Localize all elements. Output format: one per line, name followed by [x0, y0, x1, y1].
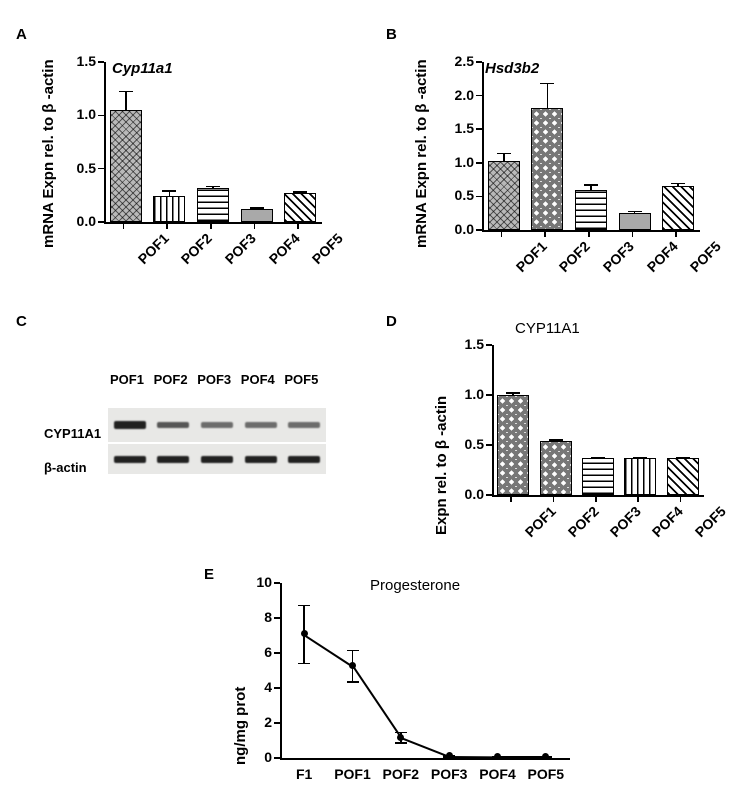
error-bar-cap [298, 605, 310, 607]
error-bar-cap [347, 650, 359, 652]
y-tick [274, 617, 280, 619]
bar [497, 395, 529, 495]
panel-letter-a: A [16, 26, 27, 43]
y-tick [274, 652, 280, 654]
error-bar-cap [549, 439, 563, 441]
bar [241, 209, 273, 222]
chart-d-title: CYP11A1 [515, 320, 580, 337]
chart-panel-a [0, 0, 380, 290]
panel-letter-c: C [16, 313, 27, 330]
bar [582, 458, 614, 495]
x-tick-label: POF2 [382, 766, 420, 782]
y-tick-label: 1.0 [76, 106, 96, 123]
blot-lane-label: POF4 [240, 372, 275, 387]
x-tick-label: POF5 [527, 766, 565, 782]
x-tick [123, 223, 125, 229]
x-tick-label: POF4 [643, 238, 681, 276]
bar [540, 441, 572, 495]
y-tick [486, 494, 492, 496]
x-tick-label: POF2 [564, 503, 602, 541]
x-axis [280, 758, 570, 760]
x-tick-label: POF5 [308, 230, 347, 268]
blot-lane-label: POF2 [153, 372, 188, 387]
x-tick [297, 223, 299, 229]
y-tick [98, 221, 104, 223]
x-tick [675, 231, 677, 237]
blot-band [157, 456, 189, 463]
error-bar-cap [591, 457, 605, 459]
panel-letter-e: E [204, 566, 215, 583]
y-tick [486, 344, 492, 346]
blot-band [288, 456, 320, 463]
x-tick-label: POF1 [521, 503, 560, 541]
line-segment [352, 666, 402, 739]
y-tick-label: 4 [264, 679, 272, 695]
x-tick-label: POF3 [599, 238, 637, 276]
chart-d-ylabel: Expn rel. to β -actin [433, 395, 450, 535]
y-tick-label: 2.0 [454, 86, 474, 103]
y-axis [482, 62, 484, 231]
chart-e-title: Progesterone [370, 577, 461, 594]
blot-band [114, 421, 146, 429]
y-tick [476, 162, 482, 164]
error-bar-cap [633, 457, 647, 459]
blot-band [201, 422, 233, 427]
x-axis [104, 222, 322, 224]
y-tick-label: 1.5 [464, 336, 484, 352]
y-tick-label: 0.5 [464, 436, 484, 452]
y-tick [476, 196, 482, 198]
error-bar-cap [628, 211, 642, 213]
x-tick [637, 496, 639, 502]
y-tick [476, 95, 482, 97]
chart-panel-d [380, 300, 750, 560]
y-axis [104, 62, 106, 223]
x-tick-label: POF1 [134, 230, 172, 268]
bar [488, 161, 520, 230]
panel-letter-b: B [386, 26, 397, 43]
chart-panel-e [180, 555, 630, 807]
y-tick-label: 1.5 [454, 120, 474, 137]
x-tick [632, 231, 634, 237]
y-tick [98, 115, 104, 117]
data-point [349, 662, 356, 669]
western-blot-panel-c [0, 300, 380, 490]
x-tick [553, 496, 555, 502]
error-bar-cap [676, 457, 690, 459]
x-tick [210, 223, 212, 229]
bar [153, 196, 185, 222]
y-tick [274, 757, 280, 759]
error-bar-cap [347, 681, 359, 683]
error-bar-cap [540, 83, 554, 85]
blot-band [157, 422, 189, 428]
x-tick-label: POF4 [265, 230, 303, 268]
chart-e-ylabel: ng/mg prot [232, 686, 249, 765]
x-tick [544, 231, 546, 237]
blot-lane-label: POF3 [197, 372, 232, 387]
data-point [494, 753, 501, 760]
x-tick [254, 223, 256, 229]
y-tick-label: 0.5 [454, 187, 474, 204]
bar [619, 213, 651, 230]
y-tick-label: 2 [264, 714, 272, 730]
x-tick-label: POF3 [606, 503, 644, 541]
line-segment [498, 756, 546, 758]
x-tick-label: POF4 [479, 766, 516, 782]
y-tick [98, 61, 104, 63]
blot-band [245, 422, 277, 427]
data-point [397, 734, 404, 741]
blot-lane-label: POF1 [110, 372, 144, 387]
error-bar-cap [206, 186, 220, 188]
blot-band [245, 456, 277, 463]
error-bar-cap [395, 742, 407, 744]
bar [667, 458, 699, 495]
y-tick-label: 6 [264, 644, 272, 660]
error-bar-cap [497, 153, 511, 155]
y-axis [280, 583, 282, 759]
bar [284, 193, 316, 222]
error-bar [125, 91, 127, 110]
y-tick-label: 0.5 [76, 159, 96, 176]
chart-a-ylabel: mRNA Expn rel. to β -actin [40, 59, 57, 248]
y-tick [476, 61, 482, 63]
blot-band [201, 456, 233, 463]
blot-row-label: β-actin [44, 460, 87, 475]
chart-a-title: Cyp11a1 [112, 60, 173, 77]
y-tick-label: 1.0 [464, 386, 484, 402]
y-tick-label: 10 [256, 574, 272, 590]
line-segment [401, 737, 450, 757]
x-tick-label: POF1 [512, 238, 550, 276]
y-tick [98, 168, 104, 170]
y-axis [492, 345, 494, 496]
x-tick-label: POF4 [649, 503, 687, 541]
y-tick [486, 444, 492, 446]
error-bar-cap [250, 207, 264, 209]
x-axis [492, 495, 704, 497]
x-tick-label: POF1 [334, 766, 371, 782]
y-tick [274, 582, 280, 584]
x-tick-label: POF3 [430, 766, 468, 782]
data-point [301, 630, 308, 637]
chart-b-ylabel: mRNA Expn rel. to β -actin [413, 59, 430, 248]
y-tick [274, 687, 280, 689]
blot-row-label: CYP11A1 [44, 426, 102, 441]
chart-panel-b [380, 0, 750, 290]
y-tick [476, 229, 482, 231]
y-tick [476, 128, 482, 130]
y-tick [274, 722, 280, 724]
bar [575, 190, 607, 230]
error-bar-cap [584, 184, 598, 186]
bar [662, 186, 694, 230]
y-tick-label: 1.5 [76, 53, 96, 69]
x-tick-label: POF3 [221, 230, 259, 268]
y-tick-label: 8 [264, 609, 272, 625]
y-tick [486, 394, 492, 396]
y-tick-label: 0.0 [464, 486, 484, 502]
x-tick [166, 223, 168, 229]
x-tick-label: POF2 [556, 238, 594, 276]
error-bar-cap [119, 91, 133, 93]
panel-letter-d: D [386, 313, 397, 330]
x-tick [680, 496, 682, 502]
x-tick-label: POF2 [178, 230, 216, 268]
blot-band [114, 456, 146, 463]
blot-lane-label: POF5 [284, 372, 319, 387]
line-segment [449, 756, 497, 758]
x-tick [588, 231, 590, 237]
error-bar-cap [671, 183, 685, 185]
x-tick-label: POF5 [691, 503, 729, 541]
y-tick-label: 2.5 [454, 53, 474, 69]
error-bar-cap [298, 663, 310, 665]
x-tick [595, 496, 597, 502]
blot-band [288, 422, 320, 427]
y-tick-label: 1.0 [454, 153, 474, 170]
x-tick [501, 231, 503, 237]
x-tick-label: POF5 [686, 238, 725, 276]
y-tick-label: 0.0 [76, 213, 96, 229]
bar [531, 108, 563, 230]
y-tick-label: 0.0 [454, 221, 474, 237]
error-bar-cap [506, 392, 520, 394]
bar [197, 188, 229, 222]
chart-b-title: Hsd3b2 [485, 60, 540, 77]
bar [110, 110, 142, 222]
error-bar-cap [162, 190, 176, 192]
y-tick-label: 0 [264, 749, 272, 765]
error-bar-cap [293, 191, 307, 193]
x-tick-label: F1 [295, 766, 313, 782]
error-bar [547, 83, 549, 108]
x-tick [510, 496, 512, 502]
x-axis [482, 230, 700, 232]
bar [624, 458, 656, 495]
